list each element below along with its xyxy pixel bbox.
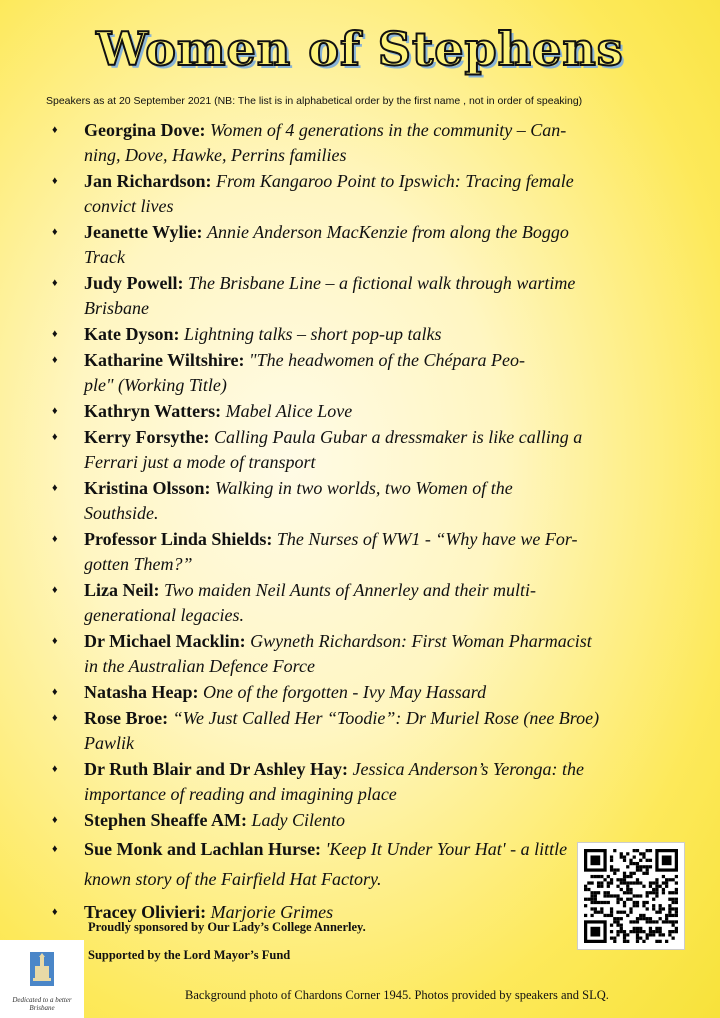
support-line: Supported by the Lord Mayor’s Fund	[88, 948, 291, 962]
speaker-item	[44, 527, 674, 577]
bullet-icon: ♦	[52, 843, 58, 855]
bullet-icon: ♦	[52, 763, 58, 775]
talk-title: Gwyneth Richardson: First Woman Pharmacist	[250, 631, 592, 651]
bullet-icon: ♦	[52, 482, 58, 494]
speaker-item	[44, 220, 674, 270]
speaker-item	[44, 425, 674, 475]
speaker-name: Jeanette Wylie:	[84, 222, 203, 242]
talk-title: Jessica Anderson’s Yeronga: the	[352, 759, 585, 779]
talk-title: Annie Anderson MacKenzie from along the Boggo	[206, 222, 569, 242]
speaker-name: Kristina Olsson:	[84, 478, 211, 498]
talk-title: 'Keep It Under Your Hat' - a little	[325, 839, 568, 859]
bullet-icon: ♦	[52, 533, 58, 545]
talk-title-continued: ple" (Working Title)	[84, 375, 227, 395]
speaker-item	[44, 578, 674, 628]
talk-title: Marjorie Grimes	[210, 902, 334, 922]
speaker-name: Jan Richardson:	[84, 171, 212, 191]
qr-code-icon[interactable]	[577, 842, 685, 950]
talk-title: From Kangaroo Point to Ipswich: Tracing female	[216, 171, 574, 191]
talk-title-continued: convict lives	[84, 196, 174, 216]
brisbane-city-logo	[0, 940, 84, 1018]
speaker-name: Kathryn Watters:	[84, 401, 222, 421]
talk-title-continued: Southside.	[84, 503, 159, 523]
bullet-icon: ♦	[52, 635, 58, 647]
speaker-item	[44, 476, 674, 526]
speaker-name: Judy Powell:	[84, 273, 184, 293]
talk-title-continued: ning, Dove, Hawke, Perrins families	[84, 145, 347, 165]
talk-title: Lightning talks – short pop-up talks	[184, 324, 442, 344]
talk-title: Lady Cilento	[251, 810, 345, 830]
talk-title: Mabel Alice Love	[225, 401, 353, 421]
talk-title: The Nurses of WW1 - “Why have we For-	[276, 529, 578, 549]
speaker-item	[44, 757, 674, 807]
talk-title-continued: known story of the Fairfield Hat Factory.	[84, 869, 382, 889]
speaker-item	[44, 808, 674, 833]
speaker-name: Rose Broe:	[84, 708, 169, 728]
talk-title-continued: gotten Them?”	[84, 554, 193, 574]
bullet-icon: ♦	[52, 124, 58, 136]
talk-title-continued: in the Australian Defence Force	[84, 656, 315, 676]
logo-caption: Dedicated to a better Brisbane	[12, 996, 72, 1012]
speaker-name: Katharine Wiltshire:	[84, 350, 245, 370]
qr-code-graphic	[584, 849, 678, 943]
talk-title-continued: importance of reading and imagining place	[84, 784, 397, 804]
speaker-name: Georgina Dove:	[84, 120, 206, 140]
bullet-icon: ♦	[52, 354, 58, 366]
bullet-icon: ♦	[52, 277, 58, 289]
page-title: Women of Stephens	[96, 22, 624, 76]
speaker-name: Stephen Sheaffe AM:	[84, 810, 247, 830]
talk-title: Walking in two worlds, two Women of the	[215, 478, 513, 498]
bullet-icon: ♦	[52, 175, 58, 187]
bullet-icon: ♦	[52, 712, 58, 724]
speaker-name: Dr Michael Macklin:	[84, 631, 246, 651]
bullet-icon: ♦	[52, 405, 58, 417]
speaker-item	[44, 680, 674, 705]
talk-title: "The headwomen of the Chépara Peo-	[249, 350, 526, 370]
bullet-icon: ♦	[52, 328, 58, 340]
talk-title: “We Just Called Her “Toodie”: Dr Muriel Rose (nee Broe)	[172, 708, 600, 728]
talk-title-continued: Pawlik	[84, 733, 134, 753]
talk-title: Women of 4 generations in the community – Can-	[209, 120, 567, 140]
speaker-item	[44, 629, 674, 679]
bullet-icon: ♦	[52, 906, 58, 918]
speaker-name: Natasha Heap:	[84, 682, 199, 702]
talk-title-continued: generational legacies.	[84, 605, 244, 625]
speaker-item	[44, 706, 674, 756]
talk-title-continued: Ferrari just a mode of transport	[84, 452, 316, 472]
subtitle: Speakers as at 20 September 2021 (NB: The list is in alphabetical order by the first name , not in order of speaking)	[46, 95, 583, 107]
bullet-icon: ♦	[52, 226, 58, 238]
speaker-name: Kate Dyson:	[84, 324, 180, 344]
speaker-item	[44, 118, 674, 168]
talk-title: Two maiden Neil Aunts of Annerley and their multi-	[163, 580, 536, 600]
speaker-item	[44, 169, 674, 219]
speaker-name: Tracey Olivieri:	[84, 902, 207, 922]
speaker-item	[44, 399, 674, 424]
talk-title-continued: Track	[84, 247, 126, 267]
talk-title-continued: Brisbane	[84, 298, 149, 318]
speaker-list	[44, 118, 674, 926]
bullet-icon: ♦	[52, 814, 58, 826]
speaker-item	[44, 322, 674, 347]
speaker-name: Professor Linda Shields:	[84, 529, 273, 549]
bullet-icon: ♦	[52, 584, 58, 596]
speaker-name: Kerry Forsythe:	[84, 427, 210, 447]
bullet-icon: ♦	[52, 431, 58, 443]
talk-title: Calling Paula Gubar a dressmaker is like calling a	[213, 427, 583, 447]
bullet-icon: ♦	[52, 686, 58, 698]
speaker-item	[44, 348, 674, 398]
speaker-item	[44, 271, 674, 321]
talk-title: The Brisbane Line – a fictional walk through wartime	[188, 273, 576, 293]
city-hall-icon	[30, 952, 54, 986]
talk-title: One of the forgotten - Ivy May Hassard	[203, 682, 487, 702]
speaker-name: Sue Monk and Lachlan Hurse:	[84, 839, 322, 859]
sponsor-line: Proudly sponsored by Our Lady’s College Annerley.	[88, 920, 366, 934]
speaker-name: Liza Neil:	[84, 580, 160, 600]
photo-credits: Background photo of Chardons Corner 1945. Photos provided by speakers and SLQ.	[185, 988, 609, 1002]
speaker-name: Dr Ruth Blair and Dr Ashley Hay:	[84, 759, 349, 779]
